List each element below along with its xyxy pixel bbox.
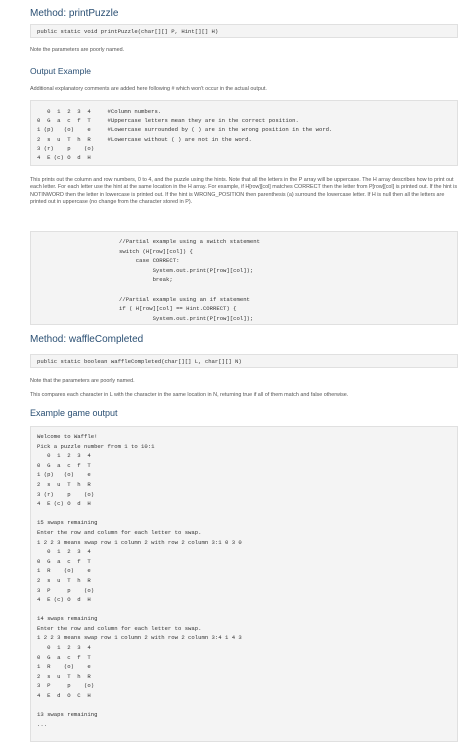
game-output-code [37, 432, 451, 729]
compare-description: This compares each character in L with the character in the same location in N, returning true if all of them match and false otherwise. [30, 392, 349, 398]
game-output-line: 0 1 2 3 4 [37, 452, 91, 460]
game-output-line: Enter the row and column for each letter to swap. [37, 528, 202, 536]
game-output-line [37, 605, 451, 615]
switch-example-code [119, 237, 457, 323]
game-output-line: 3 P p (o) [37, 682, 95, 690]
game-output-line: 1 R (o) e [37, 567, 91, 575]
signature-text: public static boolean waffleCompleted(char[][] L, char[][] N) [37, 358, 242, 365]
game-output-line: 0 G a c f T [37, 653, 91, 661]
game-output-box [30, 426, 458, 742]
heading-waffle-completed: Method: waffleCompleted [30, 334, 144, 345]
heading-output-example: Output Example [30, 66, 91, 76]
game-output-line: 13 swaps remaining [37, 711, 98, 719]
game-output-line: 2 s u T h R [37, 672, 91, 680]
game-output-line: 2 s u T h R [37, 480, 91, 488]
switch-code-line: System.out.print(P[row][col]); [119, 314, 254, 322]
switch-code-line: case CORRECT: [119, 257, 180, 265]
game-output-line: 4 E (c) O d H [37, 500, 91, 508]
game-output-line: 15 swaps remaining [37, 519, 98, 527]
game-output-line: Pick a puzzle number from 1 to 10:1 [37, 442, 155, 450]
game-output-line: 3 P p (o) [37, 586, 95, 594]
game-output-line: 0 G a c f T [37, 557, 91, 565]
game-output-line: 1 R (o) e [37, 663, 91, 671]
note-parameters: Note the parameters are poorly named. [30, 47, 125, 53]
game-output-line: ... [37, 720, 48, 728]
output-example-line: 4 E (c) O d H [37, 154, 91, 162]
code-signature-print-puzzle [30, 24, 458, 38]
game-output-line: 0 G a c f T [37, 461, 91, 469]
game-output-line: 2 s u T h R [37, 576, 91, 584]
switch-code-line: if ( H[row][col] == Hint.CORRECT) { [119, 305, 237, 313]
heading-example-game: Example game output [30, 408, 118, 418]
output-example-line: 0 1 2 3 4 #Column numbers. [37, 108, 162, 115]
output-example-line: 3 (r) p (o) [37, 144, 95, 152]
output-example-line: 1 (p) (o) e #Lowercase surrounded by ( ) are in the wrong position in the word. [37, 126, 333, 134]
game-output-line: 1 2 2 3 means swap row 1 column 2 with row 2 column 3:1 0 3 0 [37, 538, 242, 546]
note-comments: Additional explanatory comments are added here following # which won't occur in the actual output. [30, 86, 267, 92]
game-output-line: 4 E (c) O d H [37, 596, 91, 604]
game-output-line: 1 (p) (o) e [37, 471, 91, 479]
note-parameters-2: Note that the parameters are poorly named. [30, 378, 135, 384]
switch-code-line: break; [119, 276, 173, 284]
output-example-line: 0 G a c f T #Uppercase letters mean they are in the correct position. [37, 117, 299, 125]
game-output-line: 14 swaps remaining [37, 615, 98, 623]
switch-code-line [119, 285, 457, 295]
game-output-line: 3 (r) p (o) [37, 490, 95, 498]
game-output-line: 0 1 2 3 4 [37, 644, 91, 652]
game-output-line [37, 701, 451, 711]
game-output-line: 0 1 2 3 4 [37, 548, 91, 556]
game-output-line: 1 2 2 3 means swap row 1 column 2 with row 2 column 3:4 1 4 3 [37, 634, 242, 642]
explanation-paragraph: This prints out the column and row numbers, 0 to 4, and the puzzle using the hints. Note that all the letters in the P array will be uppercase. The H array describes how to print out each letter. For each letter use the hint at the same location in the H array. For example, if H[row][col] matches CORRECT then the letter from P[row][col] is printed out. If the hint is NOTINWORD then the letter in lowercase is printed out. If the hint is WRONG_POSITION then parenthesis (a) surround the lowercase letter. If H is null then all the letters are printed out in uppercase (no change from the character stored in P). [30, 177, 458, 205]
game-output-line: Welcome to Waffle! [37, 433, 98, 440]
switch-example-box [30, 231, 458, 325]
output-example-box [30, 100, 458, 166]
heading-print-puzzle: Method: printPuzzle [30, 8, 119, 19]
signature-text: public static void printPuzzle(char[][] P, Hint[][] H) [37, 28, 219, 35]
output-example-line: 2 s u T h R #Lowercase without ( ) are not in the word. [37, 135, 252, 143]
switch-code-line: //Partial example using an if statement [119, 295, 250, 303]
switch-code-line: System.out.print(P[row][col]); [119, 266, 254, 274]
game-output-line [37, 509, 451, 519]
game-output-line: 4 E d O C H [37, 692, 91, 700]
output-example-code [37, 107, 451, 162]
code-signature-waffle [30, 354, 458, 368]
switch-code-line: switch (H[row][col]) { [119, 247, 193, 255]
switch-code-line: //Partial example using a switch statement [119, 238, 260, 245]
game-output-line: Enter the row and column for each letter to swap. [37, 624, 202, 632]
